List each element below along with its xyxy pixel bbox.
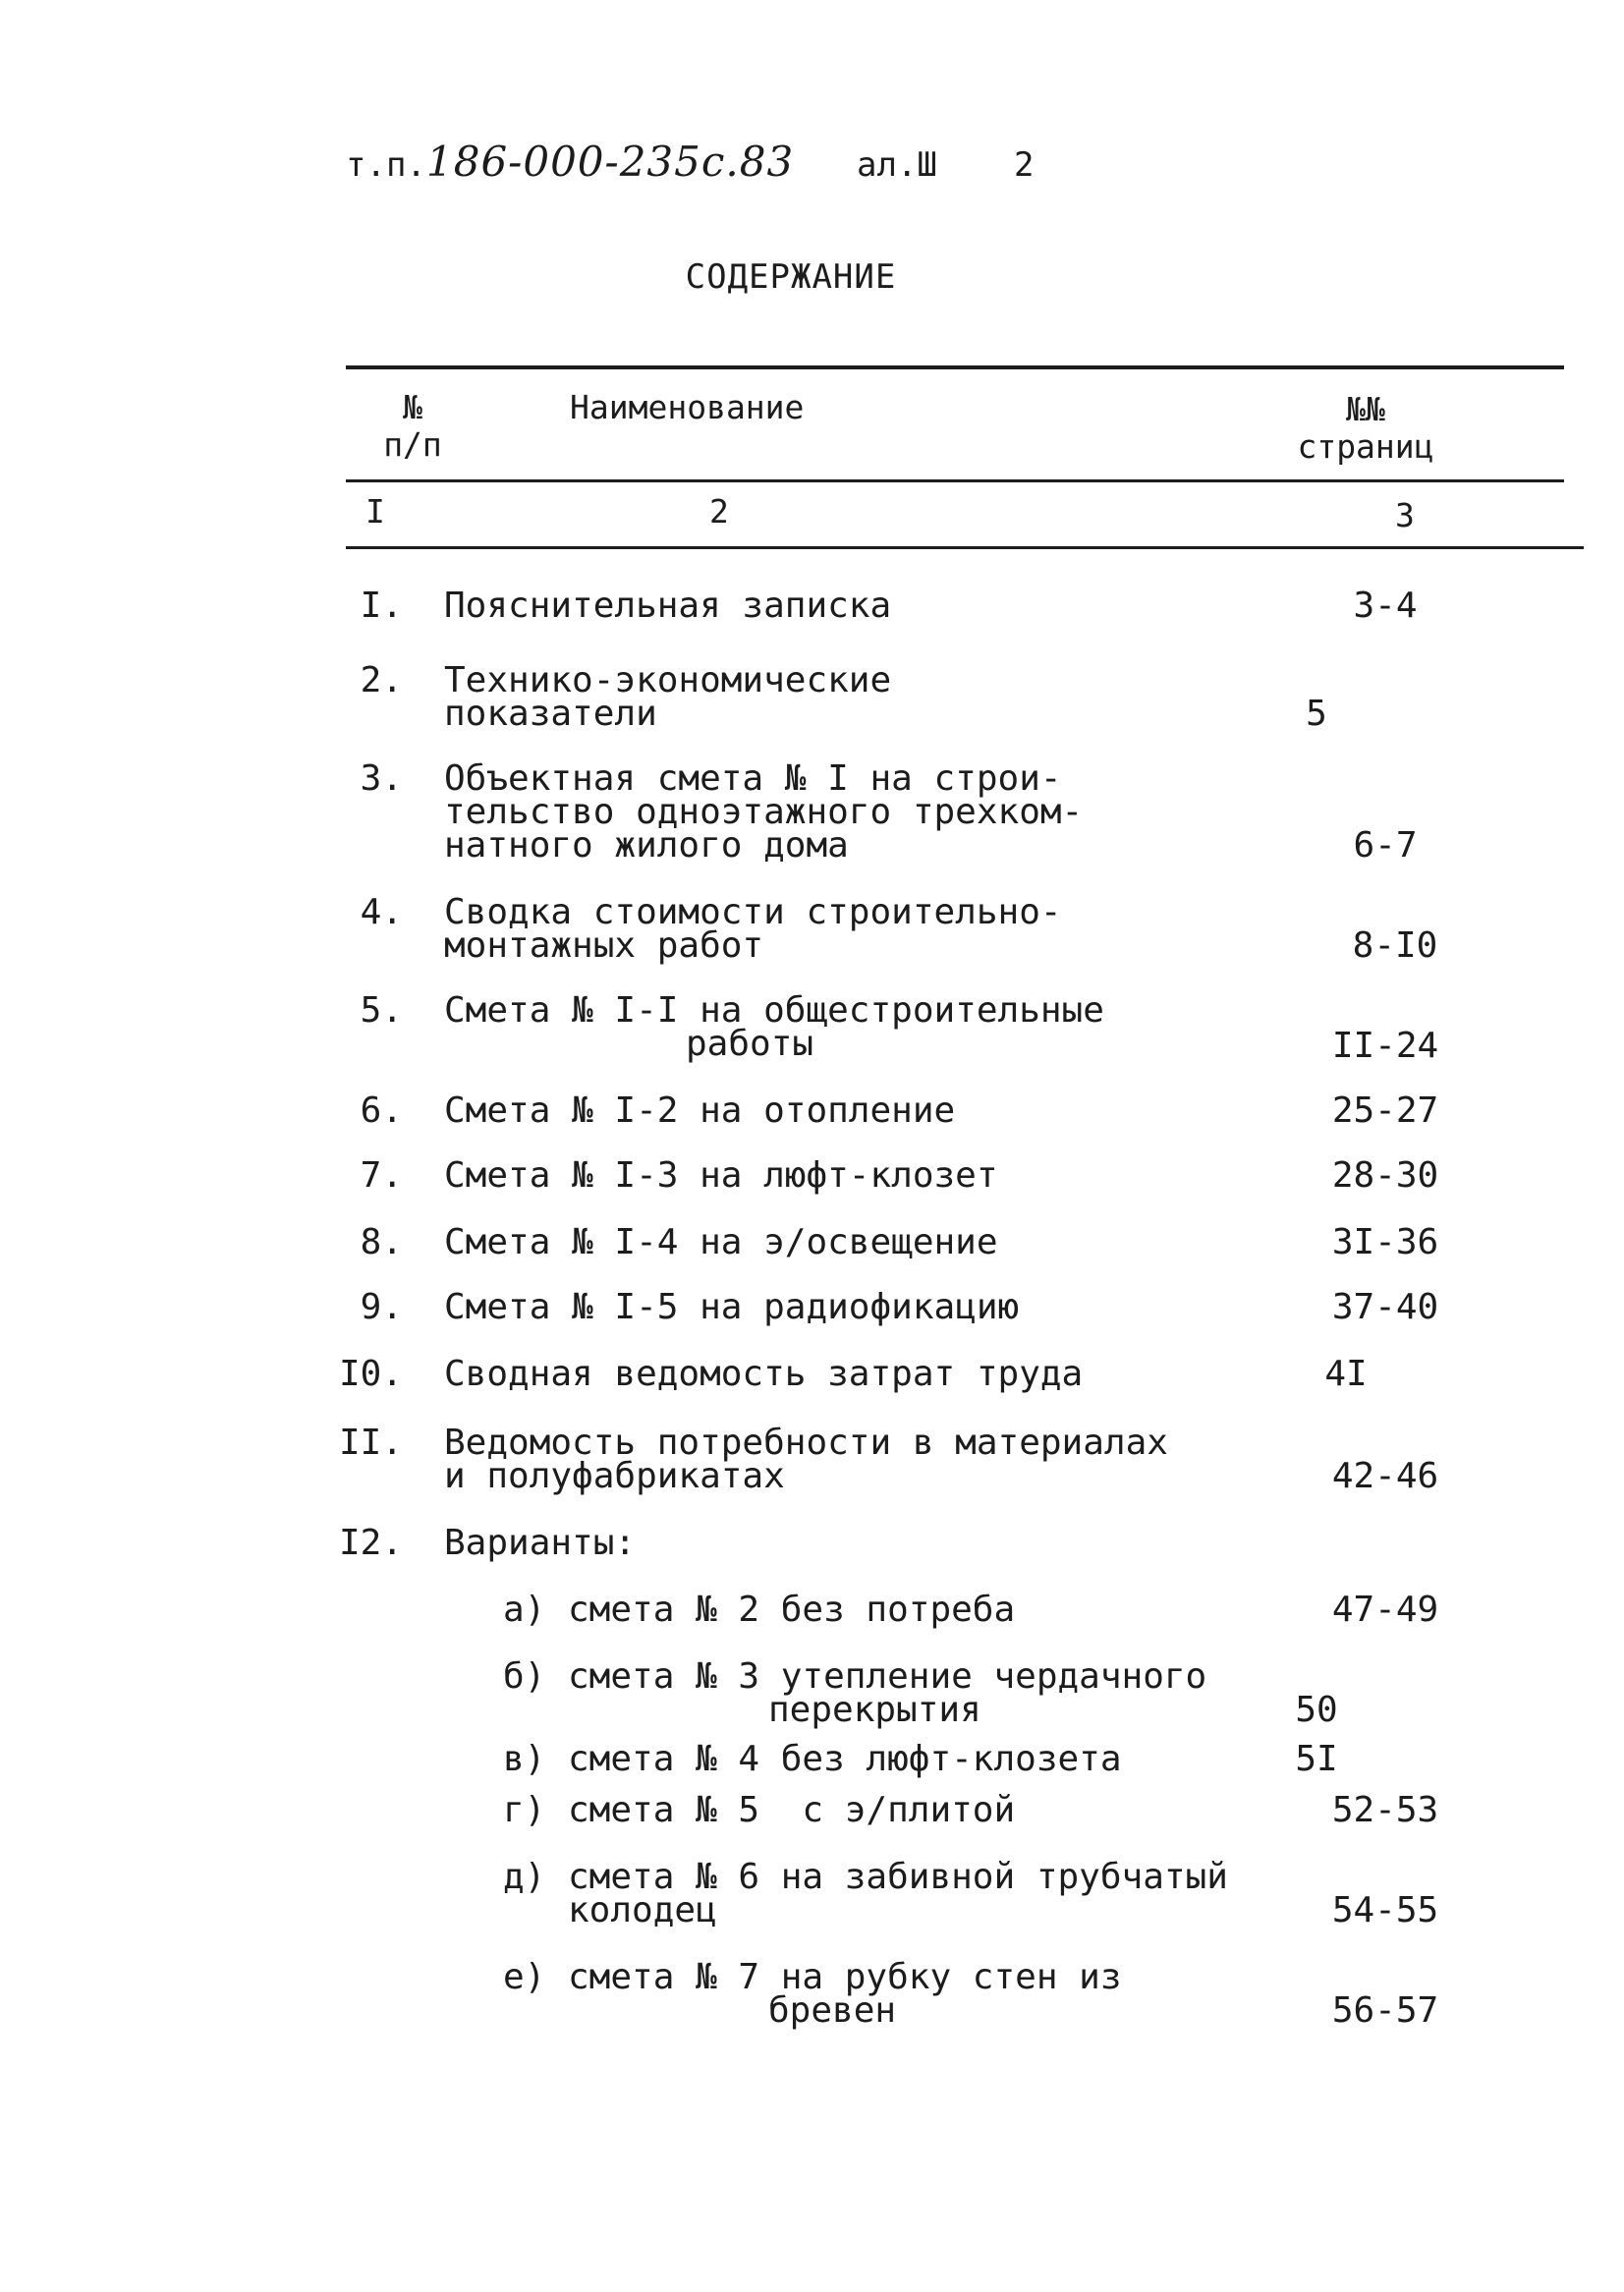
item-pages: 6-7 — [1353, 825, 1418, 866]
header-col-number — [373, 389, 452, 464]
variant-title: смета № 5 с э/плитой — [568, 1790, 1016, 1830]
item-pages: 28-30 — [1331, 1155, 1439, 1196]
table-body-rule — [346, 546, 1584, 549]
variant-title: смета № 7 на рубку стен из бревен — [568, 1957, 1122, 2031]
variant-pages: 5I — [1295, 1739, 1338, 1779]
item-pages: 5 — [1306, 694, 1327, 734]
header-col-pages-line2: страниц — [1297, 427, 1434, 466]
table-top-rule — [346, 365, 1564, 369]
header-col-index-2: 2 — [709, 492, 729, 531]
variant-title: смета № 6 на забивной трубчатый колодец — [568, 1857, 1228, 1930]
variant-pages: 52-53 — [1331, 1790, 1439, 1830]
header-col-pages — [1277, 391, 1454, 466]
item-number: I0. — [338, 1354, 403, 1394]
variant-pages: 56-57 — [1331, 1990, 1439, 2031]
document-code-prefix: т.п. — [346, 145, 426, 185]
item-title: Технико-экономические показатели — [444, 660, 892, 734]
variant-letter: а) — [503, 1590, 546, 1630]
item-title: Смета № I-3 на люфт-клозет — [444, 1155, 998, 1196]
item-title: Смета № I-I на общестроительные работы — [444, 990, 1104, 1064]
header-col-number-line2: п/п — [383, 425, 442, 464]
item-title: Варианты: — [444, 1523, 637, 1563]
item-number: I. — [360, 586, 403, 626]
item-number: 8. — [360, 1222, 403, 1262]
item-title: Объектная смета № I на строи- тельство одноэтажного трехком- натного жилого дома — [444, 758, 1084, 866]
variant-letter: б) — [503, 1656, 546, 1697]
header-col-index-1: I — [365, 492, 385, 531]
item-pages: 8-I0 — [1352, 925, 1438, 966]
item-title: Сводка стоимости строительно- монтажных работ — [444, 892, 1062, 966]
item-title: Смета № I-2 на отопление — [444, 1090, 956, 1131]
item-number: 7. — [360, 1155, 403, 1196]
item-number: 9. — [360, 1287, 403, 1327]
variant-letter: е) — [503, 1957, 546, 1997]
item-title: Смета № I-4 на э/освещение — [444, 1222, 998, 1262]
header-col-pages-line1: №№ — [1346, 390, 1385, 428]
item-number: II. — [338, 1423, 403, 1463]
item-number: 5. — [360, 990, 403, 1031]
variant-pages: 50 — [1295, 1690, 1338, 1730]
variant-pages: 54-55 — [1331, 1890, 1439, 1930]
item-title: Смета № I-5 на радиофикацию — [444, 1287, 1020, 1327]
page-title: СОДЕРЖАНИЕ — [685, 257, 897, 297]
item-number: 4. — [360, 892, 403, 932]
document-code-handwritten: 186-000-235с.83 — [426, 138, 795, 186]
item-pages: 37-40 — [1331, 1287, 1439, 1327]
item-number: 2. — [360, 660, 403, 700]
variant-pages: 47-49 — [1331, 1590, 1439, 1630]
variant-title: смета № 2 без потреба — [568, 1590, 1016, 1630]
header-col-index-3: 3 — [1395, 496, 1415, 534]
item-number: 3. — [360, 758, 403, 799]
item-pages: 4I — [1324, 1354, 1368, 1394]
album-label: ал.Ш — [857, 145, 937, 185]
variant-letter: д) — [503, 1857, 546, 1897]
item-title: Пояснительная записка — [444, 586, 892, 626]
variant-title: смета № 4 без люфт-клозета — [568, 1739, 1122, 1779]
item-pages: II-24 — [1331, 1026, 1439, 1066]
table-header-rule — [346, 479, 1564, 482]
variant-title: смета № 3 утепление чердачного перекрытия — [568, 1656, 1207, 1730]
variant-letter: г) — [503, 1790, 546, 1830]
item-title: Сводная ведомость затрат труда — [444, 1354, 1084, 1394]
item-pages: 42-46 — [1331, 1456, 1439, 1496]
header-col-number-line1: № — [403, 388, 422, 426]
item-number: 6. — [360, 1090, 403, 1131]
item-title: Ведомость потребности в материалах и полуфабрикатах — [444, 1423, 1168, 1496]
header-col-name: Наименование — [570, 388, 805, 426]
item-pages: 3-4 — [1353, 586, 1418, 626]
page-number: 2 — [1014, 145, 1035, 185]
variant-letter: в) — [503, 1739, 546, 1779]
item-pages: 25-27 — [1331, 1090, 1439, 1131]
item-pages: 3I-36 — [1331, 1222, 1439, 1262]
item-number: I2. — [338, 1523, 403, 1563]
